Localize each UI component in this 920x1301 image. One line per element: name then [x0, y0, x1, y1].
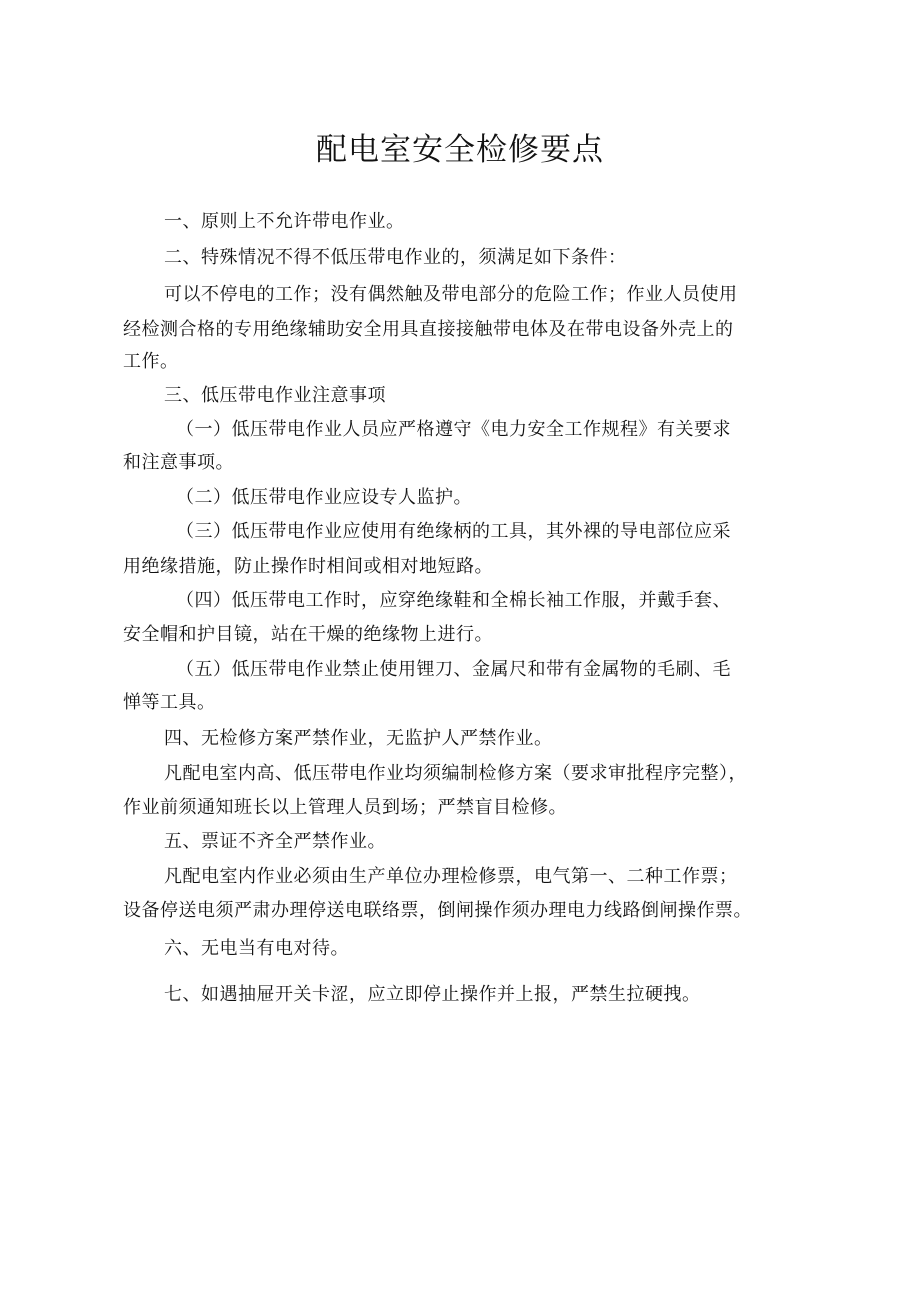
paragraph-line: 凡配电室内作业必须由生产单位办理检修票，电气第一、二种工作票；: [164, 866, 738, 887]
paragraph-line: 用绝缘措施，防止操作时相间或相对地短路。: [123, 556, 493, 577]
paragraph-line: 和注意事项。: [123, 452, 234, 473]
paragraph-line: （二）低压带电作业应设专人监护。: [176, 487, 472, 508]
paragraph-line: 五、票证不齐全严禁作业。: [164, 831, 386, 852]
paragraph-line: （五）低压带电作业禁止使用锂刀、金属尺和带有金属物的毛刷、毛: [176, 659, 731, 680]
paragraph-line: 作业前须通知班长以上管理人员到场；严禁盲目检修。: [123, 797, 567, 818]
paragraph-line: 安全帽和护目镜，站在干燥的绝缘物上进行。: [123, 624, 493, 645]
paragraph-line: 四、无检修方案严禁作业，无监护人严禁作业。: [164, 728, 553, 749]
paragraph-line: （四）低压带电工作时，应穿绝缘鞋和全棉长袖工作服，并戴手套、: [176, 590, 731, 611]
document-title: 配电室安全检修要点: [316, 132, 604, 168]
paragraph-line: 设备停送电须严肃办理停送电联络票，倒闸操作须办理电力线路倒闸操作票。: [123, 900, 752, 921]
paragraph-line: 惮等工具。: [123, 692, 216, 713]
paragraph-line: 凡配电室内高、低压带电作业均须编制检修方案（要求审批程序完整），: [164, 763, 747, 784]
paragraph-line: 一、原则上不允许带电作业。: [164, 211, 405, 232]
paragraph-line: （三）低压带电作业应使用有绝缘柄的工具，其外裸的导电部位应采: [176, 521, 731, 542]
paragraph-line: 工作。: [123, 351, 179, 372]
paragraph-line: 六、无电当有电对待。: [164, 938, 349, 959]
paragraph-line: 三、低压带电作业注意事项: [164, 385, 386, 406]
paragraph-line: 经检测合格的专用绝缘辅助安全用具直接接触带电体及在带电设备外壳上的: [123, 319, 734, 340]
paragraph-line: 七、如遇抽屉开关卡涩，应立即停止操作并上报，严禁生拉硬拽。: [164, 984, 701, 1005]
paragraph-line: 可以不停电的工作；没有偶然触及带电部分的危险工作；作业人员使用: [164, 284, 738, 305]
paragraph-line: 二、特殊情况不得不低压带电作业的，须满足如下条件：: [164, 247, 627, 268]
paragraph-line: （一）低压带电作业人员应严格遵守《电力安全工作规程》有关要求: [176, 419, 731, 440]
